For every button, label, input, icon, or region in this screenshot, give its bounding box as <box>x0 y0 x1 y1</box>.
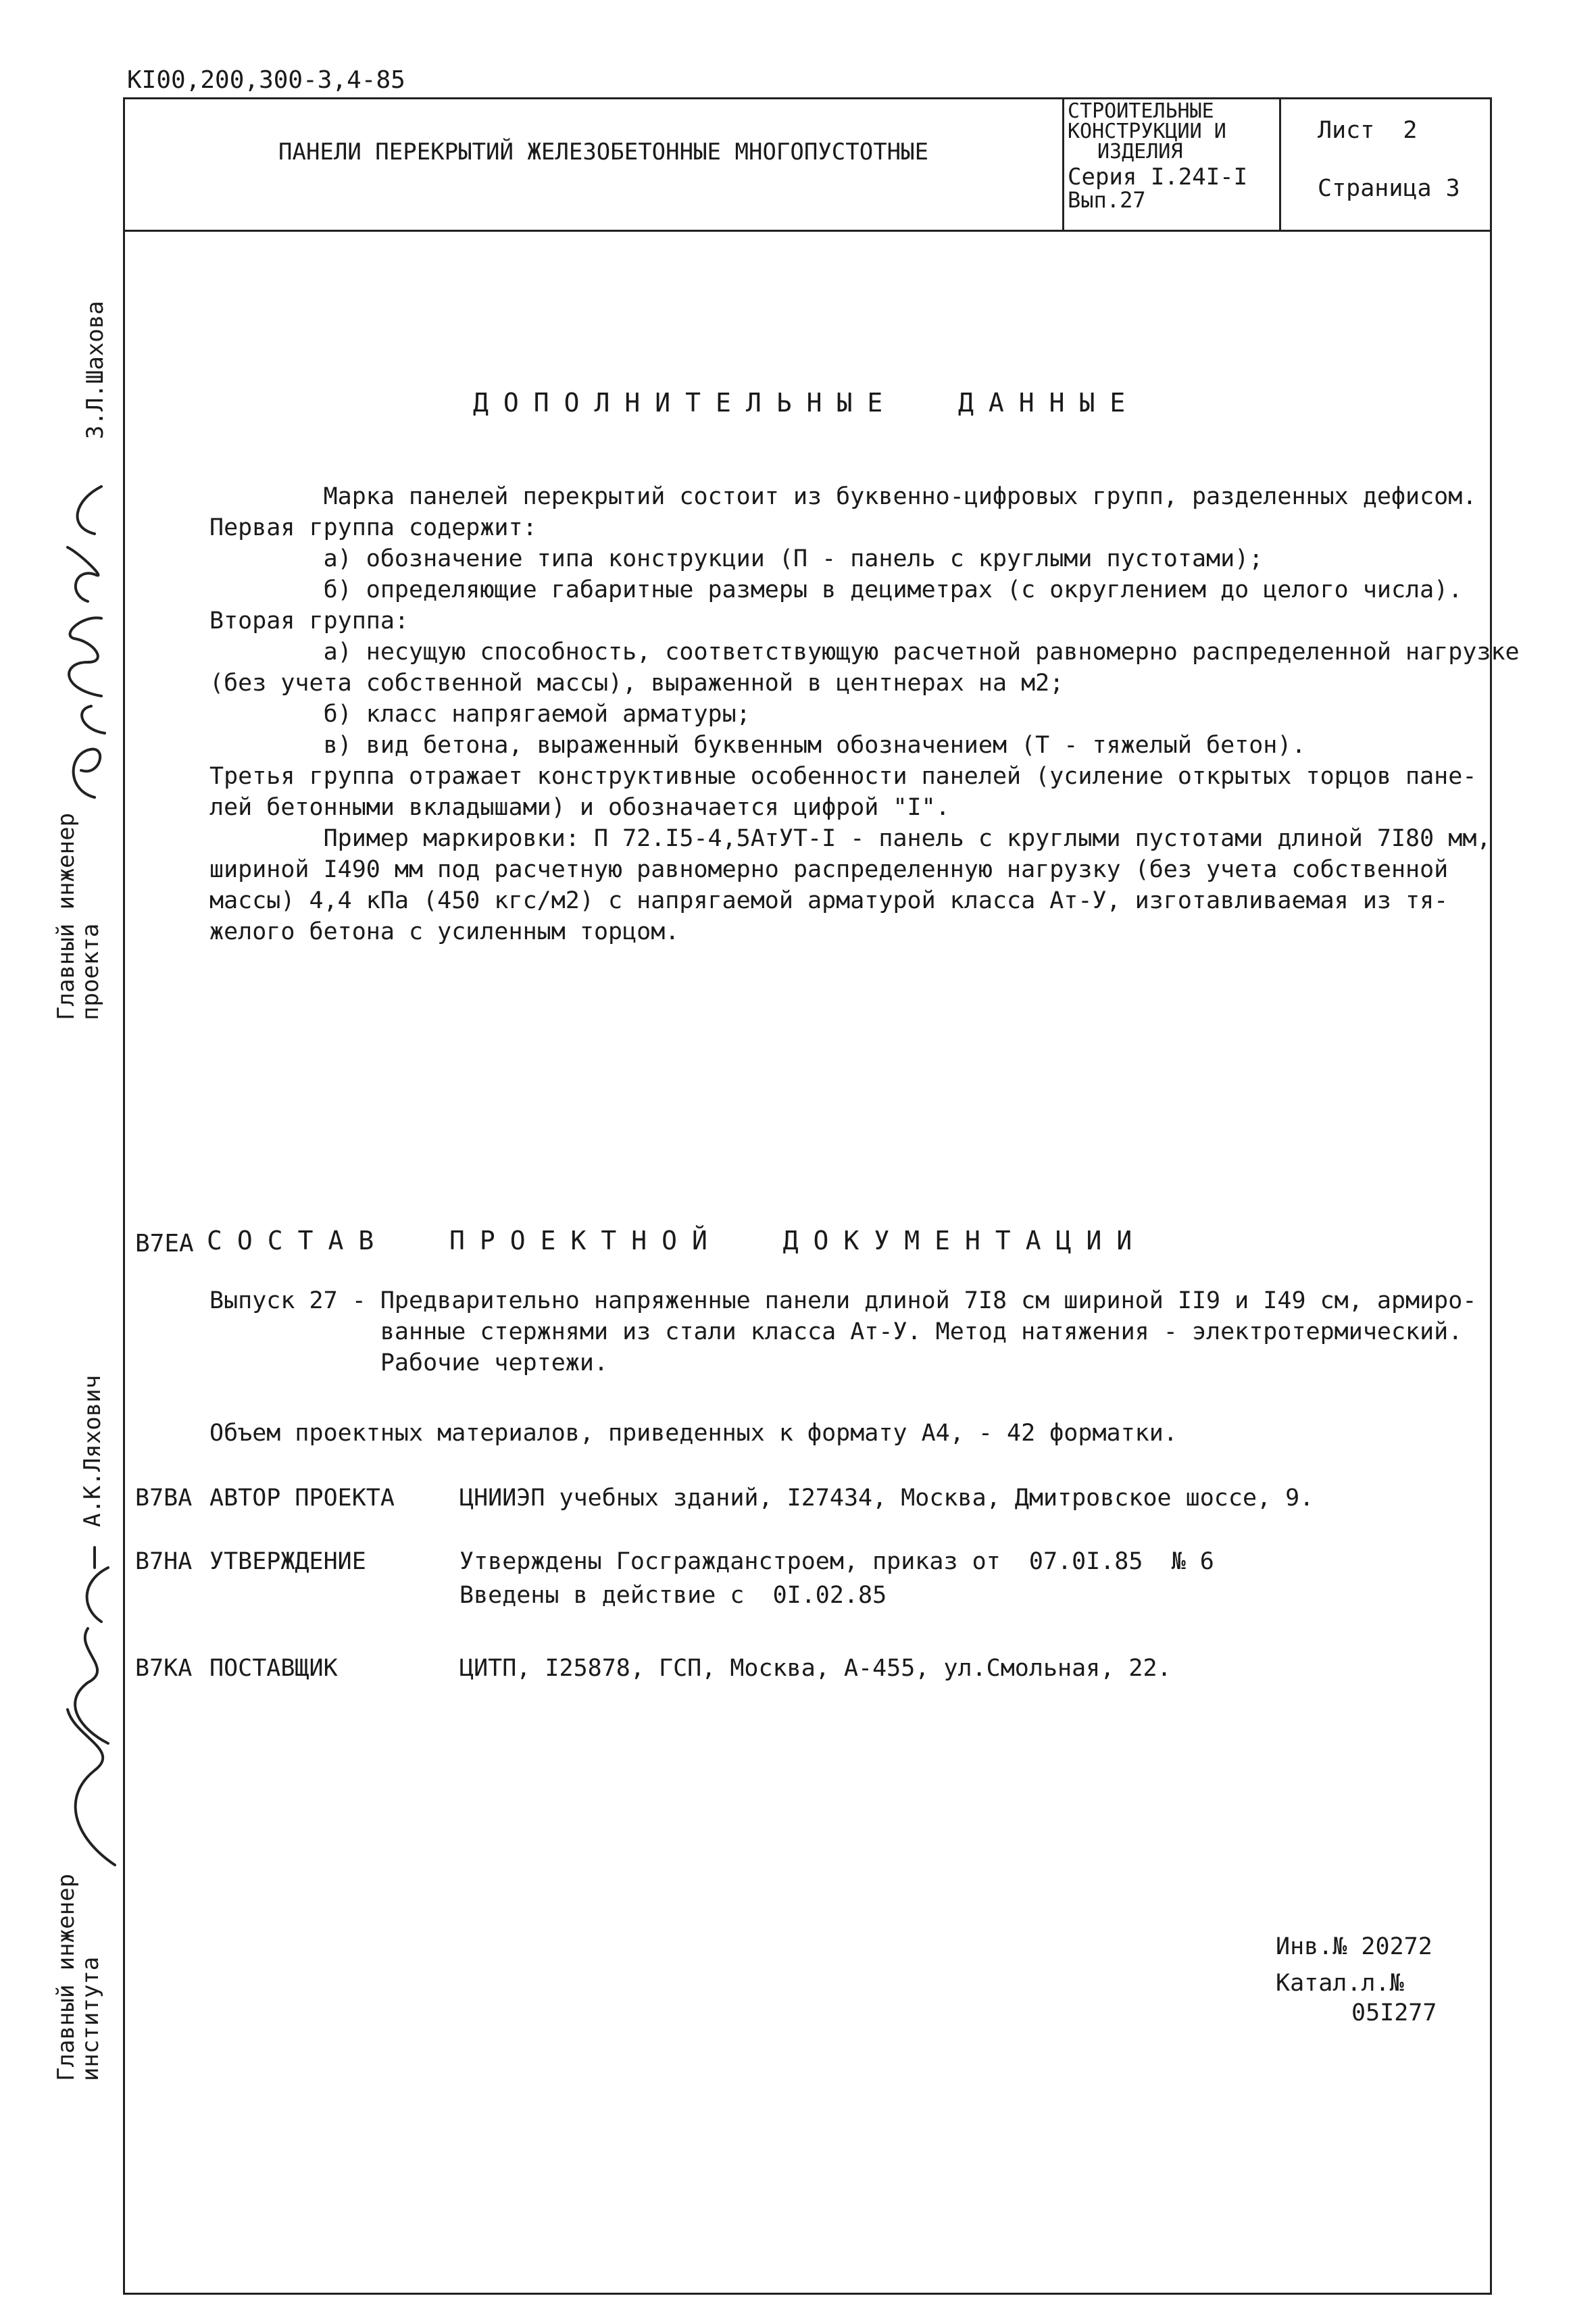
section1-line: а) обозначение типа конструкции (П - панель с круглыми пустотами); <box>209 545 1264 572</box>
series-line-4: Серия I.24I-I <box>1068 164 1248 191</box>
sidebar-role-top-line-1: Главный инженер <box>53 812 80 1020</box>
catalog-label: Катал.л.№ <box>1276 1970 1404 1997</box>
row-label-approval: УТВЕРЖДЕНИЕ <box>209 1548 366 1575</box>
section1-line: Первая группа содержит: <box>209 514 537 541</box>
section1-line: Марка панелей перекрытий состоит из буквенно-цифровых групп, разделенных дефисом. <box>209 483 1477 510</box>
section2-title: СОСТАВ ПРОЕКТНОЙ ДОКУМЕНТАЦИИ <box>207 1226 1147 1255</box>
volume-text: Объем проектных материалов, приведенных к формату А4, - 42 форматки. <box>209 1420 1178 1447</box>
row-code-supplier: В7КА <box>135 1655 193 1682</box>
section1-line: а) несущую способность, соответствующую расчетной равномерно распределенной нагрузке <box>209 639 1520 666</box>
sidebar-role-bottom-line-1: Главный инженер <box>53 1873 80 2081</box>
header-divider <box>123 230 1492 232</box>
page-number: Страница 3 <box>1318 175 1460 202</box>
row-label-author: АВТОР ПРОЕКТА <box>209 1485 395 1512</box>
series-block <box>1068 101 1247 211</box>
section1-line: Третья группа отражает конструктивные особенности панелей (усиление открытых торцов пане- <box>209 763 1477 790</box>
section1-line: Вторая группа: <box>209 607 409 634</box>
section1-line: желого бетона с усиленным торцом. <box>209 918 680 945</box>
row-code-author: В7ВА <box>135 1485 193 1512</box>
sidebar-role-bottom-line-2: института <box>77 1956 104 2081</box>
issue-line: ванные стержнями из стали класса Ат-У. Метод натяжения - электротермический. <box>209 1318 1463 1345</box>
issue-block <box>209 1285 1476 1378</box>
header-title: ПАНЕЛИ ПЕРЕКРЫТИЙ ЖЕЛЕЗОБЕТОННЫЕ МНОГОПУСТОТНЫЕ <box>278 139 929 166</box>
header-col-divider-1 <box>1062 97 1064 231</box>
section1-line: в) вид бетона, выраженный буквенным обозначением (Т - тяжелый бетон). <box>209 732 1306 759</box>
row-code-approval: В7НА <box>135 1548 193 1575</box>
sidebar-role-bottom <box>54 1874 103 2081</box>
sheet-number: Лист 2 <box>1318 117 1418 144</box>
series-line-2: КОНСТРУКЦИИ И <box>1068 120 1226 143</box>
series-line-1: СТРОИТЕЛЬНЫЕ <box>1068 99 1214 123</box>
row-value-supplier: ЦИТП, I25878, ГСП, Москва, А-455, ул.Смольная, 22. <box>459 1655 1172 1682</box>
page-frame <box>123 97 1492 2295</box>
issue-line: Выпуск 27 - Предварительно напряженные панели длиной 7I8 см шириной II9 и I49 см, армиро- <box>209 1287 1477 1314</box>
section1-line: б) класс напрягаемой арматуры; <box>209 701 751 728</box>
section1-line: лей бетонными вкладышами) и обозначается цифрой "I". <box>209 794 950 821</box>
section1-body <box>209 481 1520 947</box>
signature-bottom <box>34 1541 128 1878</box>
section1-line: Пример маркировки: П 72.I5-4,5АтУТ-I - панель с круглыми пустотами длиной 7I80 мм, <box>209 825 1491 852</box>
row-value-approval-1: Утверждены Госгражданстроем, приказ от 07.0I.85 № 6 <box>459 1548 1214 1575</box>
row-value-author: ЦНИИЭП учебных зданий, I27434, Москва, Дмитровское шоссе, 9. <box>459 1485 1314 1512</box>
section2-code: В7ЕА <box>135 1230 194 1258</box>
section1-line: массы) 4,4 кПа (450 кгс/м2) с напрягаемой арматурой класса Ат-У, изготавливаемая из тя- <box>209 887 1449 914</box>
header-col-divider-2 <box>1279 97 1281 231</box>
section1-line: (без учета собственной массы), выраженной в центнерах на м2; <box>209 670 1064 697</box>
issue-line: Рабочие чертежи. <box>209 1349 609 1376</box>
catalog-number: 05I277 <box>1351 1999 1437 2026</box>
section1-title: ДОПОЛНИТЕЛЬНЫЕ ДАННЫЕ <box>473 388 1141 418</box>
inventory-number: Инв.№ 20272 <box>1276 1933 1432 1960</box>
row-value-approval-2: Введены в действие с 0I.02.85 <box>459 1582 887 1609</box>
signature-top <box>41 473 122 811</box>
section1-line: б) определяющие габаритные размеры в дециметрах (с округлением до целого числа). <box>209 576 1463 603</box>
series-line-3: ИЗДЕЛИЯ <box>1097 140 1183 164</box>
sidebar-name-bottom: А.К.Ляхович <box>79 1374 106 1527</box>
document-code: КI00,200,300-3,4-85 <box>127 66 405 94</box>
row-label-supplier: ПОСТАВЩИК <box>209 1655 338 1682</box>
section1-line: шириной I490 мм под расчетную равномерно распределенную нагрузку (без учета собственной <box>209 856 1449 883</box>
series-line-5: Вып.27 <box>1068 187 1146 213</box>
sidebar-name-top: З.Л.Шахова <box>82 301 109 439</box>
sidebar-role-top-line-2: проекта <box>77 923 104 1020</box>
sidebar-role-top <box>54 813 103 1020</box>
